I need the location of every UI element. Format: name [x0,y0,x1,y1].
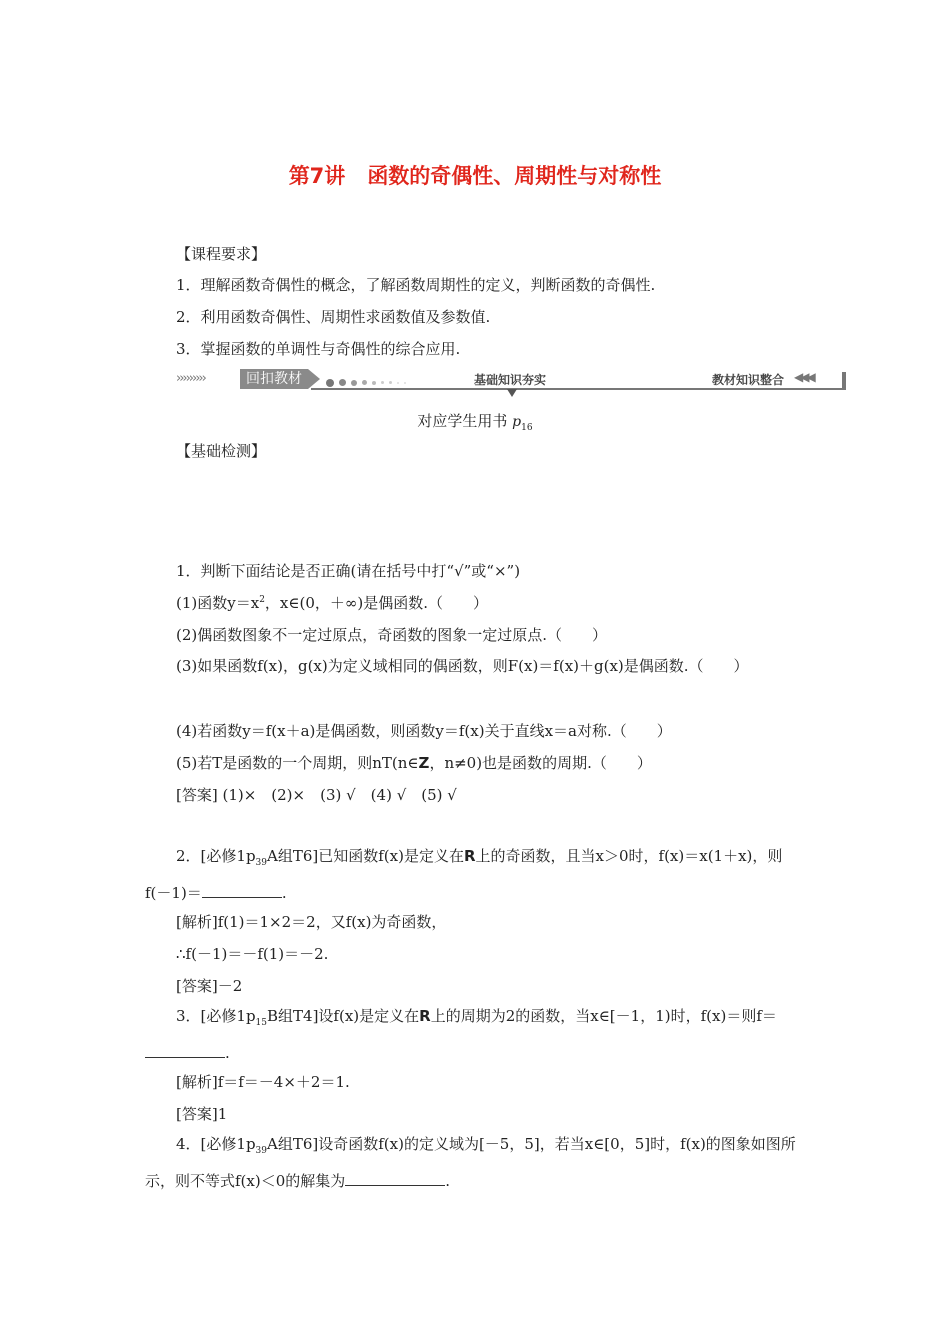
q2-analysis-line-1: [解析]f(1)＝1×2＝2，又f(x)为奇函数， [176,913,447,931]
requirements-heading: 【课程要求】 [176,245,267,263]
lesson-topic: 函数的奇偶性、周期性与对称性 [367,164,662,188]
banner-middle-label: 基础知识夯实 [474,373,547,387]
q1-statement-2: (2)偶函数图象不一定过原点，奇函数的图象一定过原点.（ ） [176,626,608,644]
banner-right-label: 教材知识整合 [712,373,785,387]
q2-stem: 2．[必修$1p_{39}A$组T6]已知函数f(x)是定义在R上的奇函数，且当x＞0时，f(x)＝x(1＋x)，则f(－1)＝ . [145,847,783,902]
q3-analysis: [解析]f＝f＝－4×＋2＝1. [176,1073,350,1091]
requirement-item: 1．理解函数奇偶性的概念，了解函数周期性的定义，判断函数的奇偶性. [176,276,656,294]
q1-statement-1: (1)函数$y=x^2$，x∈(0，＋∞)是偶函数.（ ） [176,594,488,612]
q1-statement-3: (3)如果函数f(x)，g(x)为定义域相同的偶函数，则F(x)＝f(x)＋g(x)是偶函数.（ ） [176,657,749,675]
banner-tag-arrow [308,369,320,389]
page-title [0,160,950,190]
banner-end-bar [842,372,846,390]
banner-rule [311,388,846,390]
answer-blank [145,1043,225,1058]
q2-answer: [答案]－2 [176,977,243,995]
q4-stem: 4．[必修$1p_{39}A$组T6]设奇函数f(x)的定义域为[－5，5]，若当x∈[0，5]时，f(x)的图象如图所示，则不等式f(x)＜0的解集为 . [145,1135,796,1190]
q1-stem: 1．判断下面结论是否正确(请在括号中打“√”或“×”) [176,562,521,580]
q3-answer: [答案]1 [176,1105,228,1123]
q1-statement-5: (5)若T是函数的一个周期，则nT(n∈Z，n≠0)也是函数的周期.（ ） [176,754,652,772]
q3-stem: 3．[必修$1p_{15}B$组T4]设f(x)是定义在R上的周期为2的函数，当x∈[－1，1)时，f(x)＝则f＝. [145,1001,805,1068]
requirement-item: 2．利用函数奇偶性、周期性求函数值及参数值. [176,308,491,326]
banner-tag: 回扣教材 [240,369,308,389]
book-reference: 对应学生用书 $p_{16}$ [417,412,533,433]
chevrons-icon: ››››››››› [176,371,205,386]
left-arrows-icon: ◀◀◀ [794,370,813,384]
q1-answer: [答案] (1)× (2)× (3) √ (4) √ (5) √ [176,786,457,804]
section-banner [176,369,846,391]
lesson-number: 第7讲 [288,164,346,188]
down-triangle-icon [507,389,517,397]
detection-heading: 【基础检测】 [176,442,267,460]
q1-statement-4: (4)若函数y＝f(x＋a)是偶函数，则函数y＝f(x)关于直线x＝a对称.（ ） [176,722,672,740]
requirement-item: 3．掌握函数的单调性与奇偶性的综合应用. [176,340,461,358]
q2-analysis-line-2: ∴f(－1)＝－f(1)＝－2. [176,945,329,963]
answer-blank [202,883,282,898]
answer-blank [345,1171,445,1186]
